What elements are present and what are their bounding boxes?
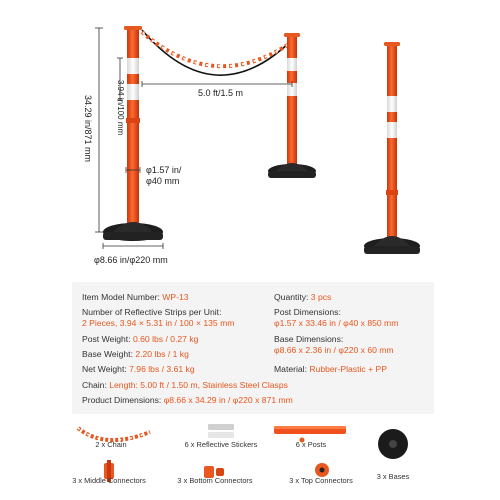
standalone-post xyxy=(364,42,420,254)
spec-post-weight xyxy=(82,334,198,344)
base-kit-icon xyxy=(378,429,408,459)
spec-strips xyxy=(82,307,234,329)
spec-product-dim-value: φ8.66 x 34.29 in / φ220 x 871 mm xyxy=(163,395,293,405)
spec-strips-label: Number of Reflective Strips per Unit: xyxy=(82,307,222,317)
kit-chain-label: 2 x Chain xyxy=(95,440,127,449)
chain-kit-icon xyxy=(78,428,150,440)
kit-top-label: 3 x Top Connectors xyxy=(289,476,353,485)
spec-material-label: Material: xyxy=(274,364,307,374)
spec-base-dim xyxy=(274,334,394,356)
base-diameter-label: φ8.66 in/φ220 mm xyxy=(94,255,168,265)
spec-quantity xyxy=(274,292,331,302)
sticker-kit-icon xyxy=(208,424,234,438)
spec-material xyxy=(274,364,387,374)
post-diameter-line1: φ1.57 in/ xyxy=(146,165,182,175)
spec-base-dim-label: Base Dimensions: xyxy=(274,334,344,344)
spec-net-weight xyxy=(82,364,195,374)
spec-material-value: Rubber-Plastic + PP xyxy=(309,364,387,374)
spec-base-weight-label: Base Weight: xyxy=(82,349,133,359)
spec-post-dim xyxy=(274,307,398,329)
post-height-label: 34.29 in/871 mm xyxy=(83,95,93,163)
chain-length-label: 5.0 ft/1.5 m xyxy=(198,88,244,98)
spec-post-dim-value: φ1.57 x 33.46 in / φ40 x 850 mm xyxy=(274,318,399,328)
dimension-lines xyxy=(95,28,292,249)
spec-base-weight-value: 2.20 lbs / 1 kg xyxy=(135,349,189,359)
kit-stickers-label: 6 x Reflective Stickers xyxy=(184,440,258,449)
post-diameter-line2: φ40 mm xyxy=(146,176,180,186)
spec-post-weight-value: 0.60 lbs / 0.27 kg xyxy=(132,334,199,344)
kit-bases-label: 3 x Bases xyxy=(376,472,410,481)
spec-chain xyxy=(82,380,288,390)
spec-base-dim-value: φ8.66 x 2.36 in / φ220 x 60 mm xyxy=(274,345,394,355)
spec-model-value: WP-13 xyxy=(162,292,189,302)
spec-post-weight-label: Post Weight: xyxy=(82,334,131,344)
spec-chain-value: Length: 5.00 ft / 1.50 m, Stainless Steel Clasps xyxy=(109,380,288,390)
kit-bottom-label: 3 x Bottom Connectors xyxy=(177,476,253,485)
kit-middle-label: 3 x Middle Connectors xyxy=(72,476,146,485)
post-diameter-label xyxy=(146,165,181,187)
kit-posts-label: 6 x Posts xyxy=(295,440,327,449)
spec-product-dim xyxy=(82,395,293,405)
spec-product-dim-label: Product Dimensions: xyxy=(82,395,162,405)
chain-illustration xyxy=(142,30,292,75)
strip-height-label: 3.94 in/100 mm xyxy=(116,80,125,136)
spec-quantity-label: Quantity: xyxy=(274,292,309,302)
spec-net-weight-label: Net Weight: xyxy=(82,364,127,374)
spec-chain-label: Chain: xyxy=(82,380,107,390)
spec-quantity-value: 3 pcs xyxy=(310,292,332,302)
spec-model-label: Item Model Number: xyxy=(82,292,160,302)
spec-strips-value: 2 Pieces, 3.94 × 5.31 in / 100 × 135 mm xyxy=(82,318,235,328)
spec-model xyxy=(82,292,189,302)
top-connector-icon xyxy=(315,463,329,477)
spec-post-dim-label: Post Dimensions: xyxy=(274,307,341,317)
spec-base-weight xyxy=(82,349,189,359)
spec-net-weight-value: 7.96 lbs / 3.61 kg xyxy=(129,364,195,374)
left-post xyxy=(103,26,163,241)
